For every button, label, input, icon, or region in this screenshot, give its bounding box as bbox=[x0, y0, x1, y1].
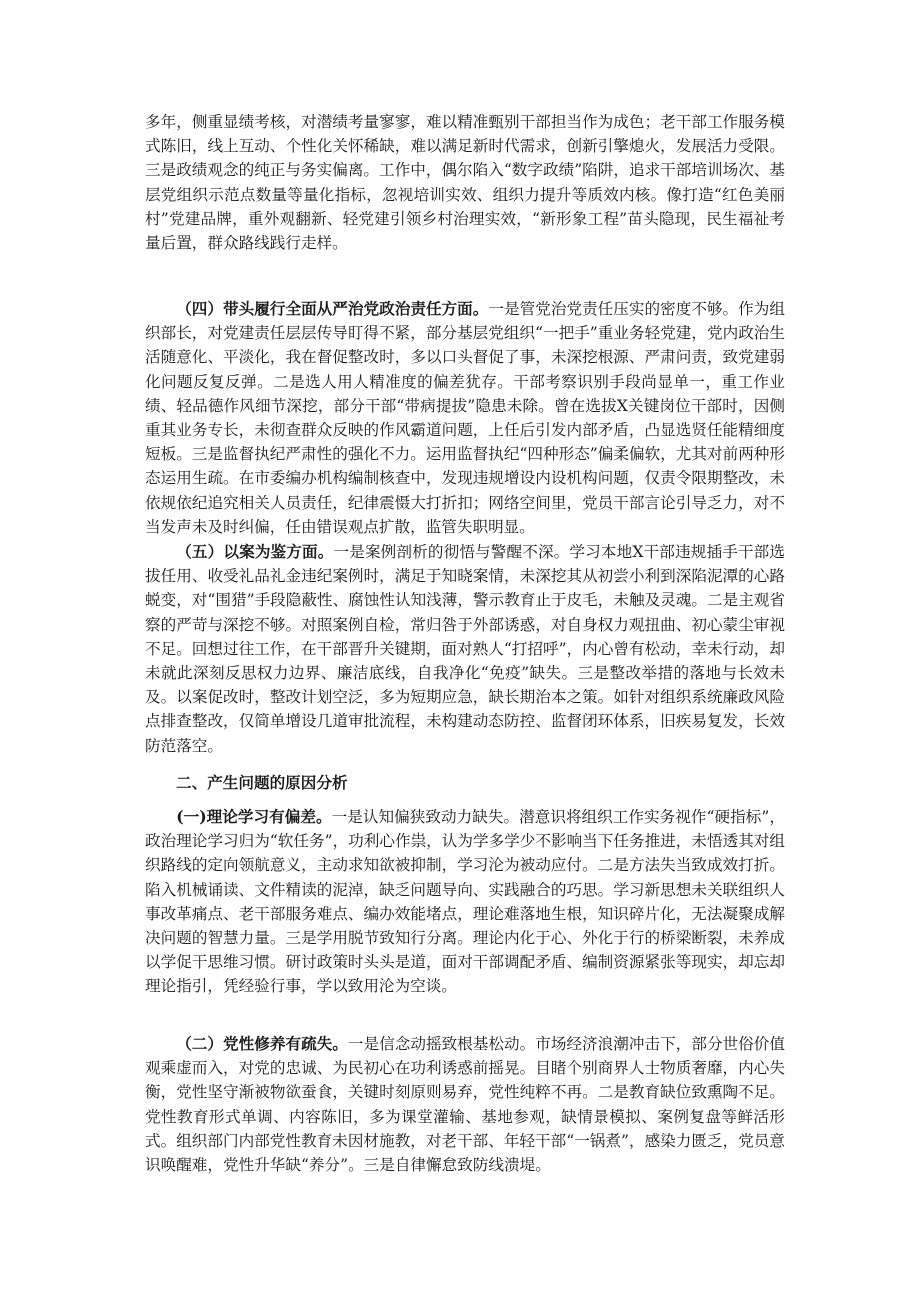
paragraph-party-governance bbox=[145, 297, 785, 539]
paragraph-political-performance bbox=[145, 110, 785, 255]
paragraph-lead: (一)理论学习有偏差。 bbox=[176, 807, 332, 826]
paragraph-text: 一是管党治党责任压实的密度不够。作为组织部长，对党建责任层层传导盯得不紧，部分基层党组织“一把手”重业务轻党建，党内政治生活随意化、平淡化，我在督促整改时，多以口头督促了事，未深挖根源、严肃问责，致党建弱化问题反复反弹。二是选人用人精准度的偏差犹存。干部考察识别手段尚显单一，重工作业绩、轻品德作风细节深挖，部分干部“带病提拔”隐患未除。曾在选拔X关键岗位干部时，因侧重其业务专长，未彻查群众反映的作风霸道问题，上任后引发内部矛盾，凸显选贤任能精细度短板。三是监督执纪严肃性的强化不力。运用监督执纪“四种形态”偏柔偏软，尤其对前两种形态运用生疏。在市委编办机构编制核查中，发现违规增设内设机构问题，仅责令限期整改，未依规依纪追究相关人员责任，纪律震慑大打折扣；网络空间里，党员干部言论引导乏力，对不当发声未及时纠偏，任由错误观点扩散，监管失职明显。 bbox=[145, 300, 785, 536]
paragraph-party-spirit bbox=[145, 1032, 785, 1177]
paragraph-lead: （四）带头履行全面从严治党政治责任方面。 bbox=[176, 299, 489, 318]
paragraph-text: 一是信念动摇致根基松动。市场经济浪潮冲击下，部分世俗价值观乘虚而入，对党的忠诚、为民初心在功利诱惑前摇晃。目睹个别商界人士物质奢靡，内心失衡，党性坚守渐被物欲蚕食，关键时刻原则易弃，党性纯粹不再。二是教育缺位致熏陶不足。党性教育形式单调、内容陈旧，多为课堂灌输、基地参观，缺情景模拟、案例复盘等鲜活形式。组织部门内部党性教育未因材施教，对老干部、年轻干部“一锅煮”，感染力匮乏，党员意识唤醒难，党性升华缺“养分”。三是自律懈怠致防线溃堤。 bbox=[145, 1035, 785, 1175]
paragraph-text: 一是认知偏狭致动力缺失。潜意识将组织工作实务视作“硬指标”，政治理论学习归为“软任务”，功利心作祟，认为学多学少不影响当下任务推进，未悟透其对组织路线的定向领航意义，主动求知欲被抑制，学习沦为被动应付。二是方法失当致成效打折。陷入机械诵读、文件精读的泥淖，缺乏问题导向、实践融合的巧思。学习新思想未关联组织人事改革痛点、老干部服务难点、编办效能堵点，理论难落地生根，知识碎片化，无法凝聚成解决问题的智慧力量。三是学用脱节致知行分离。理论内化于心、外化于行的桥梁断裂，未养成以学促干思维习惯。研讨政策时头头是道，面对干部调配矛盾、编制资源紧张等现实，却忘却理论指引，凭经验行事，学以致用沦为空谈。 bbox=[145, 808, 785, 996]
paragraph-lead: （二）党性修养有疏失。 bbox=[176, 1034, 348, 1053]
paragraph-text: 多年，侧重显绩考核，对潜绩考量寥寥，难以精准甄别干部担当作为成色；老干部工作服务模式陈旧，线上互动、个性化关怀稀缺，难以满足新时代需求，创新引擎熄火，发展活力受限。三是政绩观念的纯正与务实偏离。工作中，偶尔陷入“数字政绩”陷阱，追求干部培训场次、基层党组织示范点数量等量化指标，忽视培训实效、组织力提升等质效内核。像打造“红色美丽村”党建品牌，重外观翻新、轻党建引领乡村治理实效，“新形象工程”苗头隐现，民生福祉考量后置，群众路线践行走样。 bbox=[145, 113, 785, 253]
paragraph-case-lessons bbox=[145, 540, 785, 758]
section-heading: 二、产生问题的原因分析 bbox=[176, 773, 348, 792]
paragraph-text: 一是案例剖析的彻悟与警醒不深。学习本地X干部违规插手干部选拔任用、收受礼品礼金违纪案例时，满足于知晓案情，未深挖其从初尝小利到深陷泥潭的心路蜕变，对“围猎”手段隐蔽性、腐蚀性认知浅薄，警示教育止于皮毛，未触及灵魂。二是主观省察的严苛与深挖不够。对照案例自检，常归咎于外部诱惑，对自身权力观扭曲、初心蒙尘审视不足。回想过往工作，在干部晋升关键期，面对熟人“打招呼”，内心曾有松动，幸未行动，却未就此深刻反思权力边界、廉洁底线，自我净化“免疫”缺失。三是整改举措的落地与长效未及。以案促改时，整改计划空泛，多为短期应急，缺长期治本之策。如针对组织系统廉政风险点排查整改，仅简单增设几道审批流程，未构建动态防控、监督闭环体系，旧疾易复发，长效防范落空。 bbox=[145, 543, 785, 755]
paragraph-theory-study bbox=[145, 805, 785, 999]
paragraph-lead: （五）以案为鉴方面。 bbox=[176, 542, 334, 561]
